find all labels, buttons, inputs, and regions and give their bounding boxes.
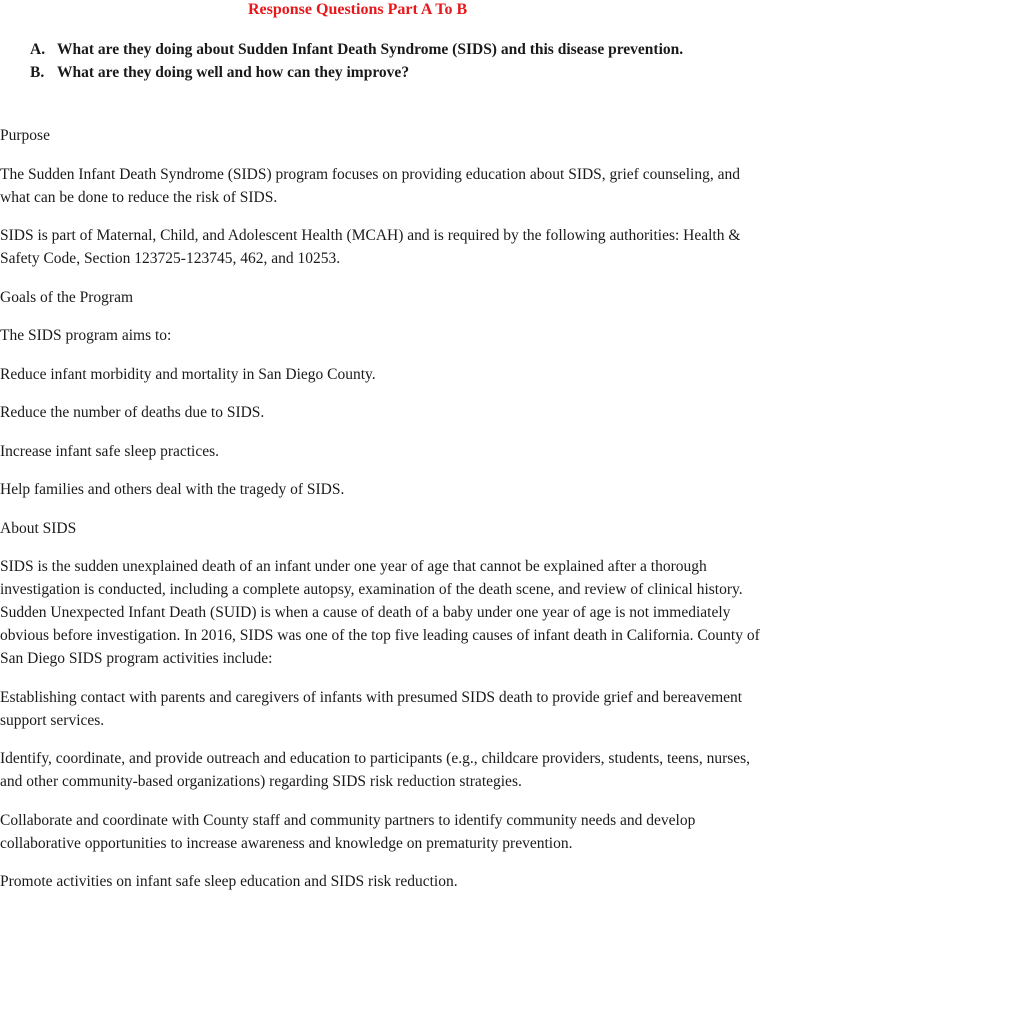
document-heading: Response Questions Part A To B	[248, 1, 468, 18]
question-label: B.	[30, 63, 45, 81]
section-heading-about: About SIDS	[0, 519, 77, 537]
activity-item: Establishing contact with parents and caregivers of infants with presumed SIDS death to provide grief and bereavement support services.	[0, 688, 743, 729]
activity-item: Promote activities on infant safe sleep education and SIDS risk reduction.	[0, 873, 458, 890]
goal-item: Increase infant safe sleep practices.	[0, 442, 220, 460]
questions-list	[0, 39, 760, 84]
activity-item: Identify, coordinate, and provide outreach and education to participants (e.g., childcare providers, students, teens, nurses, and other community-based organizations) regarding SIDS risk reduction strategies.	[0, 750, 751, 790]
paragraph: SIDS is the sudden unexplained death of an infant under one year of age that cannot be explained after a thorough investigation is conducted, including a complete autopsy, examination of the death scene, and review of clinical history. Sudden Unexpected Infant Death (SUID) is when a cause of death of a baby under one year of age is not immediately obvious before investigation. In 2016, SIDS was one of the top five leading causes of infant death in California. County of San Diego SIDS program activities include:	[0, 558, 760, 667]
goal-item: Reduce the number of deaths due to SIDS.	[0, 404, 265, 421]
paragraph: The SIDS program aims to:	[0, 327, 172, 344]
question-label: A.	[30, 41, 46, 58]
question-item-b	[0, 62, 760, 85]
section-heading-goals: Goals of the Program	[0, 288, 134, 306]
question-item-a	[0, 39, 760, 62]
paragraph: The Sudden Infant Death Syndrome (SIDS) program focuses on providing education about SIDS, grief counseling, and what can be done to reduce the risk of SIDS.	[0, 165, 740, 206]
question-text: What are they doing well and how can they improve?	[57, 63, 410, 81]
paragraph: SIDS is part of Maternal, Child, and Adolescent Health (MCAH) and is required by the following authorities: Health & Safety Code, Section 123725-123745, 462, and 10253.	[0, 227, 741, 267]
body-text	[0, 124, 760, 909]
question-text: What are they doing about Sudden Infant Death Syndrome (SIDS) and this disease prevention.	[57, 41, 684, 58]
goal-item: Reduce infant morbidity and mortality in San Diego County.	[0, 365, 376, 383]
section-heading-purpose: Purpose	[0, 127, 50, 144]
activity-item: Collaborate and coordinate with County staff and community partners to identify community needs and develop collaborative opportunities to increase awareness and knowledge on prematurity prevention.	[0, 811, 696, 852]
goal-item: Help families and others deal with the tragedy of SIDS.	[0, 481, 345, 498]
